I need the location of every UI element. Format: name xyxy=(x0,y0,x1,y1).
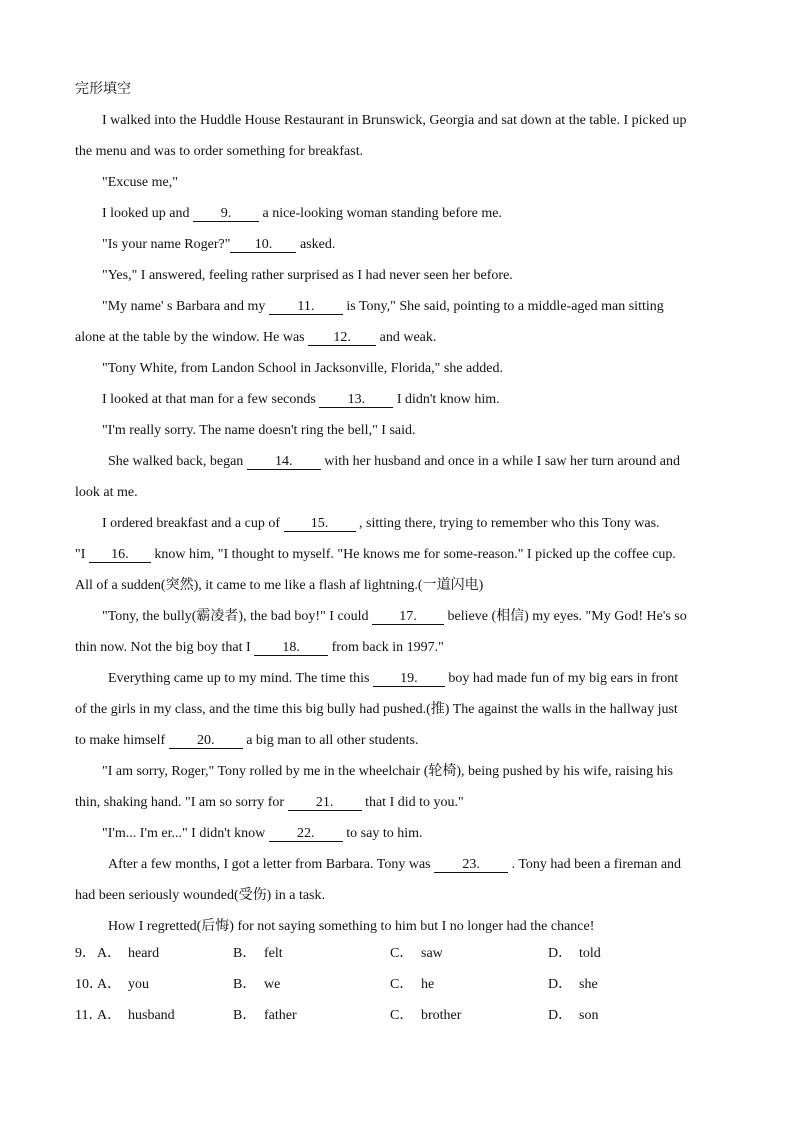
option-letter: B． xyxy=(233,946,257,961)
passage-text: "Tony, the bully(霸凌者), the bad boy!" I could xyxy=(102,609,373,624)
passage-text: "Excuse me," xyxy=(102,175,178,190)
passage-line xyxy=(75,732,418,750)
passage-text: asked. xyxy=(296,237,336,252)
passage-line xyxy=(102,391,500,409)
option-letter: D． xyxy=(548,946,573,961)
passage-line xyxy=(75,143,363,161)
option-c[interactable] xyxy=(390,945,443,963)
passage-line xyxy=(75,887,325,905)
passage-text: a big man to all other students. xyxy=(242,733,419,748)
option-text: heard xyxy=(128,946,160,961)
passage-line xyxy=(75,701,678,719)
question-number: 10． xyxy=(75,977,103,992)
passage-line xyxy=(75,329,436,347)
passage-text: "Yes," I answered, feeling rather surprised as I had never seen her before. xyxy=(102,268,513,283)
blank-11: 11. xyxy=(269,299,343,315)
blank-19: 19. xyxy=(373,671,445,687)
blank-20: 20. xyxy=(169,733,243,749)
passage-text: "I'm... I'm er..." I didn't know xyxy=(102,826,269,841)
blank-15: 15. xyxy=(284,516,356,532)
passage-line xyxy=(75,577,483,595)
option-letter: A． xyxy=(97,1008,122,1023)
passage-text: thin, shaking hand. "I am so sorry for xyxy=(75,795,288,810)
passage-text: look at me. xyxy=(75,485,138,500)
passage-line xyxy=(108,670,678,688)
option-text: he xyxy=(421,977,435,992)
passage-line xyxy=(102,422,416,440)
passage-text: had been seriously wounded(受伤) in a task. xyxy=(75,888,325,903)
option-b[interactable] xyxy=(233,945,283,963)
passage-text: After a few months, I got a letter from Barbara. Tony was xyxy=(108,857,435,872)
passage-line xyxy=(102,825,423,843)
passage-line xyxy=(75,546,676,564)
passage-line xyxy=(102,515,660,533)
passage-line xyxy=(102,298,664,316)
option-letter: B． xyxy=(233,977,257,992)
passage-text: "Is your name Roger?" xyxy=(102,237,231,252)
blank-13: 13. xyxy=(319,392,393,408)
passage-text: to make himself xyxy=(75,733,169,748)
blank-10: 10. xyxy=(230,237,296,253)
option-text: husband xyxy=(128,1008,175,1023)
passage-line xyxy=(75,794,464,812)
option-letter: A． xyxy=(97,977,122,992)
option-b[interactable] xyxy=(233,1007,297,1025)
passage-text: . Tony had been a fireman and xyxy=(508,857,682,872)
option-text: we xyxy=(264,977,281,992)
option-a[interactable] xyxy=(97,1007,175,1025)
passage-text: thin now. Not the big boy that I xyxy=(75,640,255,655)
question-number: 9． xyxy=(75,946,96,961)
option-letter: D． xyxy=(548,977,573,992)
passage-text: that I did to you." xyxy=(361,795,464,810)
blank-17: 17. xyxy=(372,609,444,625)
option-text: she xyxy=(579,977,598,992)
option-a[interactable] xyxy=(97,945,159,963)
passage-text: a nice-looking woman standing before me. xyxy=(258,206,502,221)
passage-line xyxy=(108,453,680,471)
passage-text: know him, "I thought to myself. "He knows me for some-reason." I picked up the coffee cup. xyxy=(150,547,676,562)
option-text: saw xyxy=(421,946,443,961)
passage-text: How I regretted(后悔) for not saying something to him but I no longer had the chance! xyxy=(108,919,595,934)
passage-text: , sitting there, trying to remember who this Tony was. xyxy=(355,516,660,531)
blank-16: 16. xyxy=(89,547,151,563)
option-letter: B． xyxy=(233,1008,257,1023)
passage-line xyxy=(75,639,444,657)
option-letter: C． xyxy=(390,1008,414,1023)
passage-line xyxy=(102,236,335,254)
option-d[interactable] xyxy=(548,976,598,994)
blank-23: 23. xyxy=(434,857,508,873)
passage-text: is Tony," She said, pointing to a middle-aged man sitting xyxy=(342,299,664,314)
option-letter: A． xyxy=(97,946,122,961)
option-text: you xyxy=(128,977,149,992)
passage-text: believe (相信) my eyes. "My God! He's so xyxy=(444,609,687,624)
passage-text: I ordered breakfast and a cup of xyxy=(102,516,284,531)
passage-text: I looked up and xyxy=(102,206,193,221)
option-b[interactable] xyxy=(233,976,280,994)
option-c[interactable] xyxy=(390,976,434,994)
passage-text: the menu and was to order something for breakfast. xyxy=(75,144,364,159)
option-letter: C． xyxy=(390,946,414,961)
passage-line xyxy=(102,112,687,130)
passage-text: "I'm really sorry. The name doesn't ring the bell," I said. xyxy=(102,423,416,438)
question-number: 11． xyxy=(75,1008,103,1023)
section-heading: 完形填空 xyxy=(75,82,131,97)
passage-line xyxy=(102,174,178,192)
blank-14: 14. xyxy=(247,454,321,470)
option-letter: D． xyxy=(548,1008,573,1023)
blank-9: 9. xyxy=(193,206,259,222)
option-c[interactable] xyxy=(390,1007,461,1025)
passage-text: I looked at that man for a few seconds xyxy=(102,392,320,407)
passage-text: and weak. xyxy=(376,330,437,345)
passage-text: of the girls in my class, and the time this big bully had pushed.(推) The against the walls in the hallway just xyxy=(75,702,678,717)
option-letter: C． xyxy=(390,977,414,992)
option-d[interactable] xyxy=(548,945,601,963)
passage-text: "Tony White, from Landon School in Jacksonville, Florida," she added. xyxy=(102,361,503,376)
passage-text: She walked back, began xyxy=(108,454,247,469)
passage-text: to say to him. xyxy=(342,826,423,841)
passage-text: I walked into the Huddle House Restaurant in Brunswick, Georgia and sat down at the table. I picked up xyxy=(102,113,687,128)
option-d[interactable] xyxy=(548,1007,598,1025)
blank-12: 12. xyxy=(308,330,376,346)
passage-text: "I am sorry, Roger," Tony rolled by me in the wheelchair (轮椅), being pushed by his wife, raising his xyxy=(102,764,673,779)
passage-line xyxy=(102,360,503,378)
option-text: told xyxy=(579,946,601,961)
passage-text: "My name' s Barbara and my xyxy=(102,299,269,314)
blank-21: 21. xyxy=(288,795,362,811)
passage-line xyxy=(75,484,138,502)
passage-text: All of a sudden(突然), it came to me like a flash af lightning.(一道闪电) xyxy=(75,578,484,593)
passage-line xyxy=(108,856,681,874)
option-a[interactable] xyxy=(97,976,149,994)
option-text: son xyxy=(579,1008,599,1023)
passage-text: Everything came up to my mind. The time this xyxy=(108,671,373,686)
passage-line xyxy=(102,205,502,223)
passage-text: from back in 1997." xyxy=(328,640,444,655)
passage-text: I didn't know him. xyxy=(393,392,500,407)
blank-18: 18. xyxy=(254,640,328,656)
passage-line xyxy=(108,918,594,936)
blank-22: 22. xyxy=(269,826,343,842)
option-text: felt xyxy=(264,946,283,961)
option-text: brother xyxy=(421,1008,462,1023)
passage-text: "I xyxy=(75,547,89,562)
option-text: father xyxy=(264,1008,297,1023)
passage-line xyxy=(102,763,673,781)
passage-text: boy had made fun of my big ears in front xyxy=(444,671,679,686)
passage-line xyxy=(102,608,687,626)
passage-line xyxy=(102,267,513,285)
passage-text: with her husband and once in a while I saw her turn around and xyxy=(320,454,681,469)
passage-text: alone at the table by the window. He was xyxy=(75,330,309,345)
